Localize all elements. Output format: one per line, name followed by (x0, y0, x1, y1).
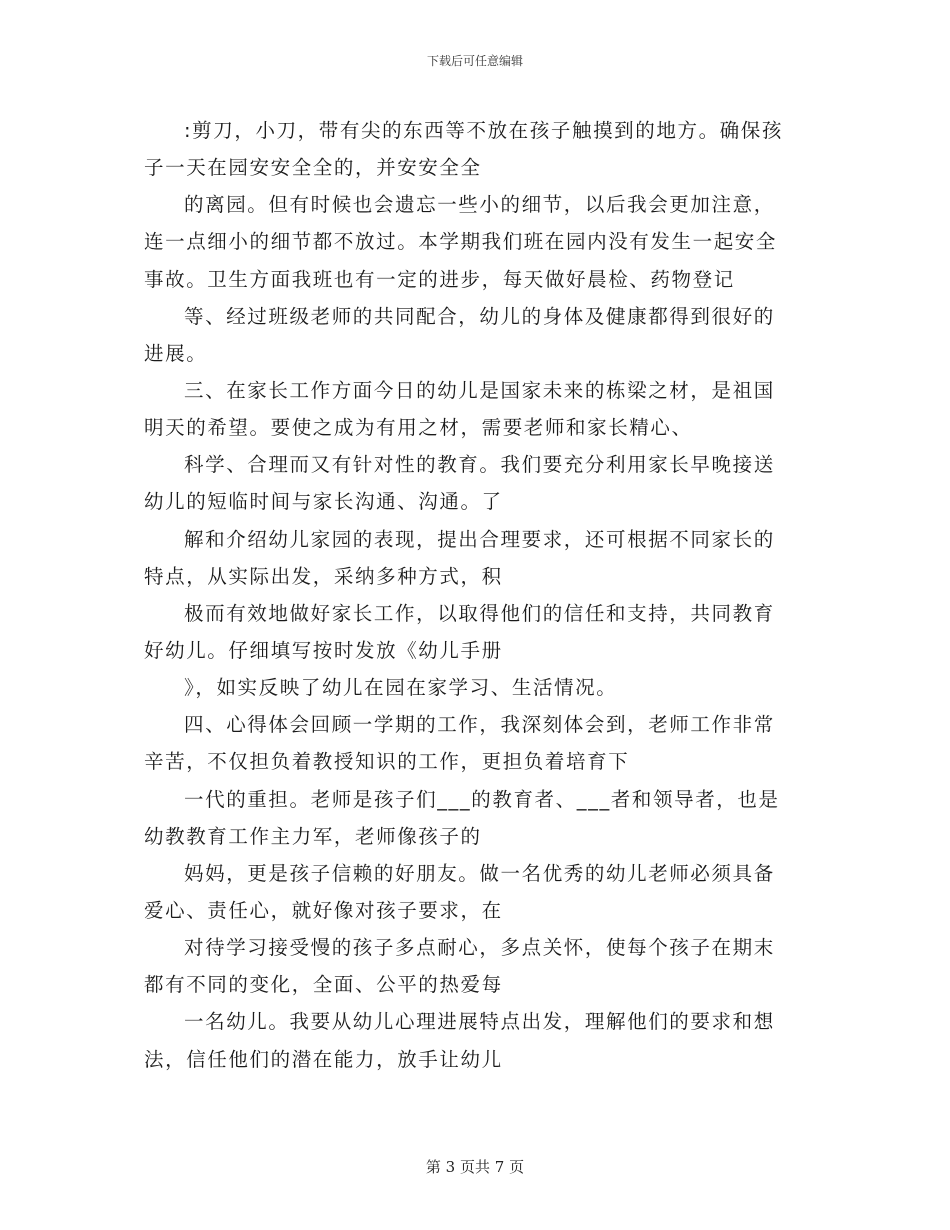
text-line: 解和介绍幼儿家园的表现，提出合理要求，还可根据不同家长的 (184, 527, 775, 551)
text-line: 爱心、责任心，就好像对孩子要求，在 (144, 898, 503, 922)
text-line: 特点，从实际出发，采纳多种方式，积 (144, 564, 503, 588)
text-line: 妈妈，更是孩子信赖的好朋友。做一名优秀的幼儿老师必须具备 (184, 861, 775, 885)
text-line: 事故。卫生方面我班也有一定的进步，每天做好晨检、药物登记 (144, 267, 735, 291)
text-line: 都有不同的变化，全面、公平的热爱每 (144, 973, 503, 997)
text-line: 一名幼儿。我要从幼儿心理进展特点出发，理解他们的要求和想 (184, 1010, 775, 1034)
text-line: 科学、合理而又有针对性的教育。我们要充分利用家长早晚接送 (184, 453, 775, 477)
document-body (144, 112, 814, 1078)
text-line: 幼教教育工作主力军，老师像孩子的 (144, 824, 482, 848)
page-number: 第 3 页共 7 页 (425, 1158, 525, 1176)
text-line: 连一点细小的细节都不放过。本学期我们班在园内没有发生一起安全 (144, 230, 778, 254)
text-line: 三、在家长工作方面今日的幼儿是国家未来的栋梁之材，是祖国 (184, 378, 775, 402)
text-line: 好幼儿。仔细填写按时发放《幼儿手册 (144, 638, 503, 662)
text-line: :剪刀，小刀，带有尖的东西等不放在孩子触摸到的地方。确保孩 (184, 119, 783, 142)
text-line: 》，如实反映了幼儿在园在家学习、生活情况。 (184, 676, 618, 700)
text-line: 一代的重担。老师是孩子们___的教育者、___者和领导者，也是 (184, 787, 780, 811)
text-line: 极而有效地做好家长工作，以取得他们的信任和支持，共同教育 (184, 601, 775, 625)
text-line: 对待学习接受慢的孩子多点耐心，多点关怀，使每个孩子在期末 (184, 936, 775, 960)
text-line: 等、经过班级老师的共同配合，幼儿的身体及健康都得到很好的 (184, 304, 775, 328)
text-line: 四、心得体会回顾一学期的工作，我深刻体会到，老师工作非常 (184, 713, 775, 737)
text-line: 子一天在园安安全全的，并安安全全 (144, 156, 482, 180)
text-line: 的离园。但有时候也会遗忘一些小的细节，以后我会更加注意， (184, 193, 775, 217)
text-line: 进展。 (144, 341, 208, 365)
text-line: 明天的希望。要使之成为有用之材，需要老师和家长精心、 (144, 416, 693, 440)
text-line: 幼儿的短临时间与家长沟通、沟通。了 (144, 490, 503, 514)
page-header: 下载后可任意编辑 (426, 54, 523, 68)
text-line: 法，信任他们的潜在能力，放手让幼儿 (144, 1047, 503, 1071)
text-line: 辛苦，不仅担负着教授知识的工作，更担负着培育下 (144, 750, 630, 774)
